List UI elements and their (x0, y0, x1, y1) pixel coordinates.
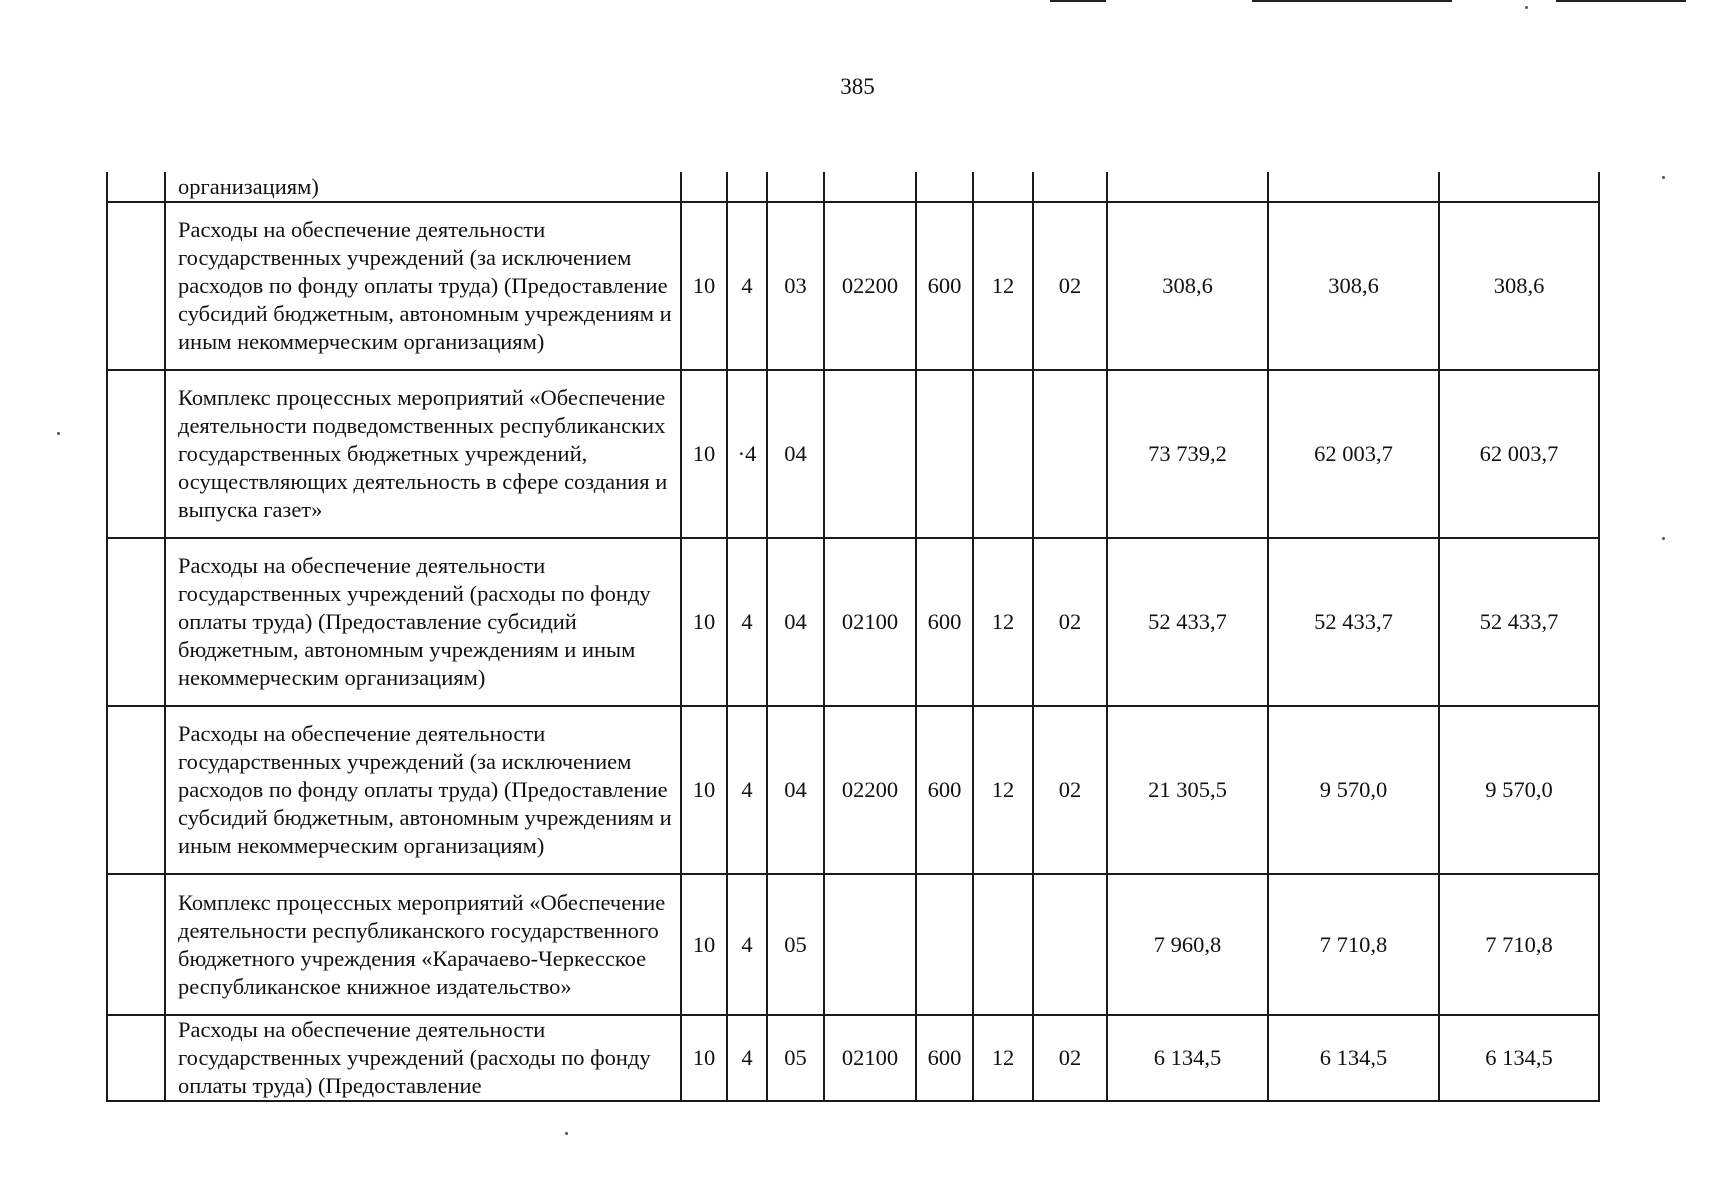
scan-speck (57, 432, 60, 435)
code-cell (973, 874, 1033, 1015)
code-cell: 4 (727, 202, 767, 370)
code-cell: 600 (916, 538, 973, 706)
code-cell (1033, 172, 1107, 202)
table-row (107, 1015, 1599, 1101)
code-cell: 04 (767, 370, 824, 538)
code-cell: 10 (681, 706, 727, 874)
code-cell (1033, 874, 1107, 1015)
code-cell: 10 (681, 538, 727, 706)
code-cell: 10 (681, 1015, 727, 1101)
code-cell: 03 (767, 202, 824, 370)
table-row (107, 706, 1599, 874)
row-number-cell (107, 172, 165, 202)
amount-cell (1107, 172, 1268, 202)
code-cell: 4 (727, 706, 767, 874)
description-cell: Расходы на обеспечение деятельности государственных учреждений (за исключением расходов по фонду оплаты труда) (Предоставление субсидий бюджетным, автономным учреждениям и иным некоммерческим организациям) (165, 202, 681, 370)
amount-cell: 6 134,5 (1439, 1015, 1599, 1101)
description-cell: Расходы на обеспечение деятельности государственных учреждений (расходы по фонду оплаты труда) (Предоставление субсидий бюджетным, автономным учреждениям и иным некоммерческим организациям) (165, 538, 681, 706)
code-cell (973, 370, 1033, 538)
code-cell: 4 (727, 538, 767, 706)
code-cell: 10 (681, 202, 727, 370)
scan-speck (565, 1132, 568, 1135)
amount-cell: 6 134,5 (1107, 1015, 1268, 1101)
amount-cell: 308,6 (1107, 202, 1268, 370)
code-cell: 04 (767, 706, 824, 874)
code-cell: 4 (727, 874, 767, 1015)
row-number-cell (107, 538, 165, 706)
table-row (107, 172, 1599, 202)
code-cell (824, 172, 916, 202)
amount-cell (1439, 172, 1599, 202)
amount-cell: 7 960,8 (1107, 874, 1268, 1015)
row-number-cell (107, 370, 165, 538)
scan-edge-mark (1556, 0, 1686, 2)
code-cell: 02 (1033, 706, 1107, 874)
code-cell (767, 172, 824, 202)
scan-edge-mark (1252, 0, 1452, 2)
row-number-cell (107, 202, 165, 370)
scan-speck (1662, 537, 1665, 540)
code-cell: 12 (973, 202, 1033, 370)
code-cell (824, 874, 916, 1015)
table-row (107, 538, 1599, 706)
table-row (107, 874, 1599, 1015)
amount-cell: 73 739,2 (1107, 370, 1268, 538)
code-cell: 12 (973, 1015, 1033, 1101)
code-cell (681, 172, 727, 202)
amount-cell: 7 710,8 (1439, 874, 1599, 1015)
code-cell: 02 (1033, 538, 1107, 706)
code-cell (973, 172, 1033, 202)
scan-speck (1525, 6, 1528, 9)
code-cell: 05 (767, 874, 824, 1015)
scan-edge-mark (1050, 0, 1106, 2)
code-cell: 04 (767, 538, 824, 706)
amount-cell (1268, 172, 1439, 202)
code-cell (1033, 370, 1107, 538)
page-number: 385 (840, 74, 875, 99)
code-cell: ·4 (727, 370, 767, 538)
description-cell: Комплекс процессных мероприятий «Обеспечение деятельности республиканского государственного бюджетного учреждения «Карачаево-Черкесское республиканское книжное издательство» (165, 874, 681, 1015)
code-cell: 10 (681, 370, 727, 538)
row-number-cell (107, 874, 165, 1015)
code-cell: 10 (681, 874, 727, 1015)
description-cell: Расходы на обеспечение деятельности государственных учреждений (за исключением расходов по фонду оплаты труда) (Предоставление субсидий бюджетным, автономным учреждениям и иным некоммерческим организациям) (165, 706, 681, 874)
code-cell (916, 370, 973, 538)
code-cell: 02200 (824, 706, 916, 874)
scan-speck (1662, 176, 1665, 179)
code-cell: 02 (1033, 1015, 1107, 1101)
amount-cell: 308,6 (1439, 202, 1599, 370)
table-row (107, 370, 1599, 538)
table-row (107, 202, 1599, 370)
amount-cell: 9 570,0 (1439, 706, 1599, 874)
code-cell: 4 (727, 1015, 767, 1101)
amount-cell: 9 570,0 (1268, 706, 1439, 874)
amount-cell: 308,6 (1268, 202, 1439, 370)
code-cell: 600 (916, 202, 973, 370)
code-cell: 02200 (824, 202, 916, 370)
code-cell: 12 (973, 538, 1033, 706)
code-cell (727, 172, 767, 202)
code-cell: 600 (916, 1015, 973, 1101)
amount-cell: 62 003,7 (1439, 370, 1599, 538)
code-cell (824, 370, 916, 538)
description-cell: организациям) (165, 172, 681, 202)
code-cell (916, 172, 973, 202)
description-cell: Комплекс процессных мероприятий «Обеспечение деятельности подведомственных республиканских государственных бюджетных учреждений, осуществляющих деятельность в сфере создания и выпуска газет» (165, 370, 681, 538)
amount-cell: 21 305,5 (1107, 706, 1268, 874)
code-cell: 05 (767, 1015, 824, 1101)
code-cell: 02100 (824, 1015, 916, 1101)
amount-cell: 62 003,7 (1268, 370, 1439, 538)
row-number-cell (107, 1015, 165, 1101)
amount-cell: 52 433,7 (1107, 538, 1268, 706)
amount-cell: 52 433,7 (1439, 538, 1599, 706)
description-cell: Расходы на обеспечение деятельности государственных учреждений (расходы по фонду оплаты труда) (Предоставление (165, 1015, 681, 1101)
amount-cell: 6 134,5 (1268, 1015, 1439, 1101)
code-cell (916, 874, 973, 1015)
amount-cell: 52 433,7 (1268, 538, 1439, 706)
code-cell: 600 (916, 706, 973, 874)
row-number-cell (107, 706, 165, 874)
budget-table (106, 172, 1600, 1102)
code-cell: 12 (973, 706, 1033, 874)
amount-cell: 7 710,8 (1268, 874, 1439, 1015)
code-cell: 02 (1033, 202, 1107, 370)
code-cell: 02100 (824, 538, 916, 706)
